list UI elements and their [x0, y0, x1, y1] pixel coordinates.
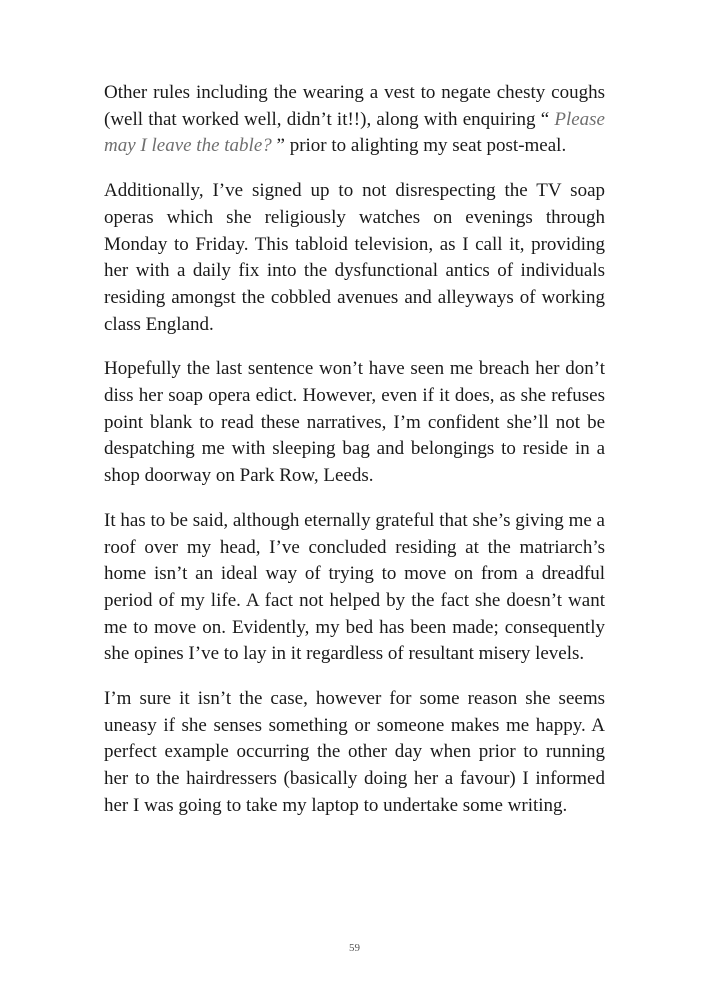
- paragraph-1: [104, 80, 605, 160]
- paragraph-1-text-before: Other rules including the wearing a vest to negate chesty coughs (well that worked well, didn’t it!!), along with enquiring “: [104, 82, 605, 130]
- page-number: 59: [349, 942, 360, 954]
- page-body: [104, 80, 605, 838]
- paragraph-1-text-after: ” prior to alighting my seat post-meal.: [271, 135, 567, 157]
- paragraph-4: It has to be said, although eternally grateful that she’s giving me a roof over my head, I’ve concluded residing at the matriarch’s home isn’t an ideal way of trying to move on from a dreadful period of my life. A fact not helped by the fact she doesn’t want me to move on. Evidently, my bed has been made; consequently she opines I’ve to lay in it regardless of resultant misery levels.: [104, 509, 605, 665]
- paragraph-2: Additionally, I’ve signed up to not disrespecting the TV soap operas which she religiously watches on evenings through Monday to Friday. This tabloid television, as I call it, providing her with a daily fix into the dysfunctional antics of individuals residing amongst the cobbled avenues and alleyways of working class England.: [104, 180, 605, 335]
- quoted-question: Please may I leave the table?: [104, 108, 605, 157]
- paragraph-3: Hopefully the last sentence won’t have seen me breach her don’t diss her soap opera edict. However, even if it does, as she refuses point blank to read these narratives, I’m confident she’ll not be despatching me with sleeping bag and belongings to reside in a shop doorway on Park Row, Leeds.: [104, 358, 605, 487]
- paragraph-5: I’m sure it isn’t the case, however for some reason she seems uneasy if she senses something or someone makes me happy. A perfect example occurring the other day when prior to running her to the hairdressers (basically doing her a favour) I informed her I was going to take my laptop to undertake some writing.: [104, 688, 605, 816]
